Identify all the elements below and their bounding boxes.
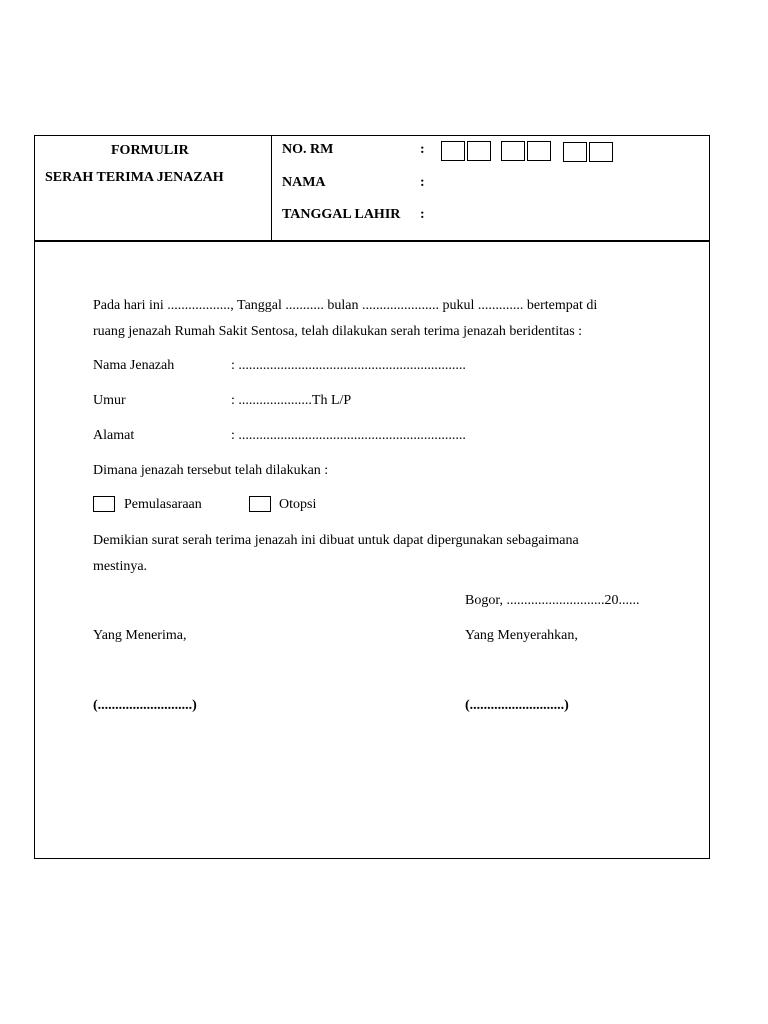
rm-digit-box[interactable] — [441, 141, 465, 161]
giver-signature: (...........................) — [465, 698, 569, 713]
form-container — [34, 135, 710, 859]
tanggal-lahir-colon: : — [420, 207, 425, 222]
closing-line-1: Demikian surat serah terima jenazah ini dibuat untuk dapat dipergunakan sebagaimana — [93, 533, 579, 548]
no-rm-label: NO. RM — [282, 142, 334, 157]
otopsi-checkbox[interactable] — [249, 496, 271, 512]
umur-label: Umur — [93, 393, 126, 408]
giver-label: Yang Menyerahkan, — [465, 628, 578, 643]
form-title: FORMULIR — [111, 143, 189, 158]
intro-line-1: Pada hari ini .................., Tanggal ........... bulan ...................... pukul ............. bertempat di — [93, 298, 598, 313]
pemulasaraan-checkbox[interactable] — [93, 496, 115, 512]
alamat-field[interactable]: : ................................................................. — [231, 428, 466, 443]
receiver-signature: (...........................) — [93, 698, 197, 713]
rm-digit-box[interactable] — [467, 141, 491, 161]
nama-label: NAMA — [282, 175, 326, 190]
form-header — [35, 136, 709, 242]
closing-line-2: mestinya. — [93, 559, 148, 574]
rm-digit-box[interactable] — [527, 141, 551, 161]
header-divider — [271, 136, 272, 240]
rm-digit-box[interactable] — [501, 141, 525, 161]
action-prompt: Dimana jenazah tersebut telah dilakukan : — [93, 463, 329, 478]
intro-line-2: ruang jenazah Rumah Sakit Sentosa, telah dilakukan serah terima jenazah beridentitas : — [93, 324, 583, 339]
rm-digit-box[interactable] — [563, 142, 587, 162]
nama-jenazah-field[interactable]: : ................................................................. — [231, 358, 466, 373]
no-rm-colon: : — [420, 142, 425, 157]
otopsi-label: Otopsi — [279, 497, 317, 512]
receiver-label: Yang Menerima, — [93, 628, 187, 643]
rm-digit-box[interactable] — [589, 142, 613, 162]
umur-field[interactable]: : .....................Th L/P — [231, 393, 352, 408]
place-date: Bogor, ............................20...... — [465, 593, 640, 608]
alamat-label: Alamat — [93, 428, 135, 443]
pemulasaraan-label: Pemulasaraan — [124, 497, 202, 512]
nama-jenazah-label: Nama Jenazah — [93, 358, 175, 373]
tanggal-lahir-label: TANGGAL LAHIR — [282, 207, 401, 222]
form-subtitle: SERAH TERIMA JENAZAH — [45, 170, 224, 185]
nama-colon: : — [420, 175, 425, 190]
